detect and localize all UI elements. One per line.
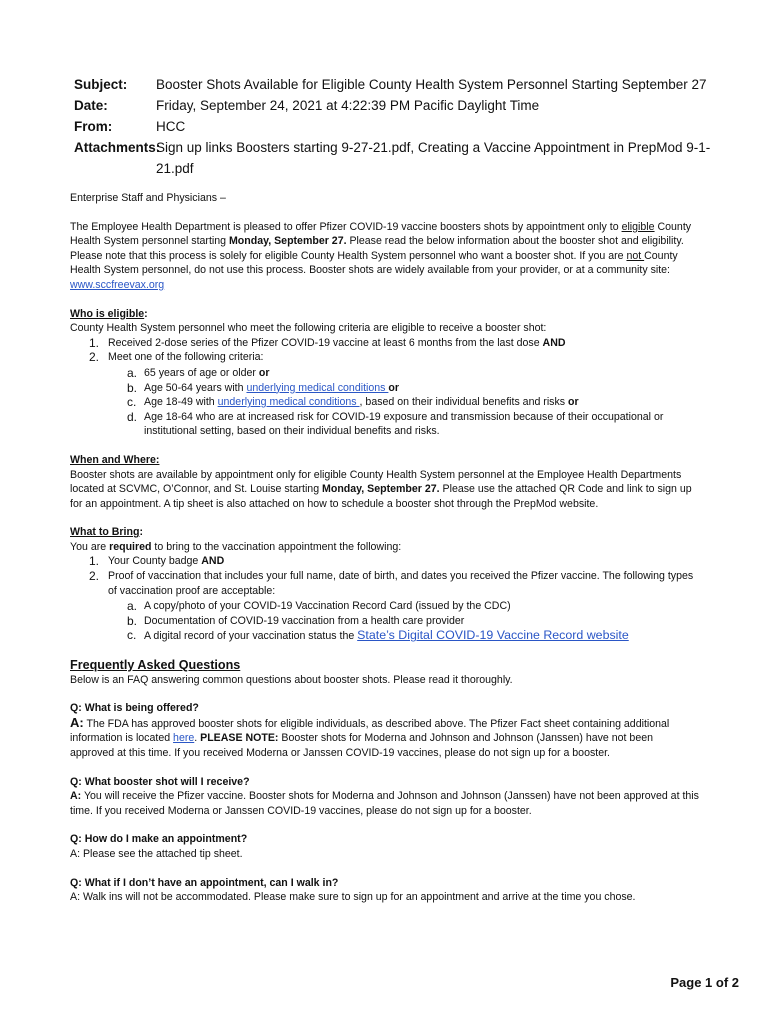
list-number: 2. [89,569,100,584]
list-item-and: AND [201,555,225,568]
list-item [70,554,700,569]
list-item [70,366,700,381]
attachments-label: Attachments: [74,140,161,155]
who-eligible-heading-text: Who is eligible [70,307,145,320]
list-item-text: Meet one of the following criteria: [108,351,264,364]
intro-text-1: The Employee Health Department is pleased to offer Pfizer COVID-19 vaccine boosters shots by appointment only to [70,220,622,233]
intro-paragraph [70,220,700,293]
answer-text: You will receive the Pfizer vaccine. Booster shots for Moderna and Johnson and Johnson (Janssen) have not been approved at this time. If you received Moderna or Janssen COVID-19 vaccines, please do not sign up for a booster. [70,790,699,817]
answer-label: A: [70,790,82,803]
list-item [70,410,700,439]
when-where-heading [70,453,700,468]
faq-question-1: Q: What is being offered? [70,702,199,715]
list-item-text: Your County badge [108,555,202,568]
intro-text-5: Please read the below information about the booster shot and eligibility. Please note that this process is solely for eligible County Health System personnel who want a booster shot. If you are [70,235,684,262]
eligibility-list [70,336,700,365]
list-item-text: Age 18-64 who are at increased risk for COVID-19 exposure and transmission because of their occupational or institutional setting, based on their individual benefits and risks. [144,410,664,438]
faq-answer-1 [70,716,700,761]
what-to-bring-heading-text: What to Bring [70,526,140,539]
underlying-conditions-link[interactable]: underlying medical conditions [217,396,360,409]
list-item [70,628,700,644]
date-row [74,95,714,116]
subject-value: Booster Shots Available for Eligible County Health System Personnel Starting September 27 [156,77,707,92]
list-item-or: or [388,381,399,394]
list-number: 2. [89,350,100,365]
list-item-text: A digital record of your vaccination status the [144,630,358,643]
pfizer-fact-sheet-link[interactable]: here [173,732,195,745]
who-eligible-lead: County Health System personnel who meet the following criteria are eligible to receive a booster shot: [70,322,547,335]
list-item-text: 65 years of age or older [144,366,259,379]
faq-answer-3: A: Please see the attached tip sheet. [70,847,243,860]
faq-question-2: Q: What booster shot will I receive? [70,775,250,788]
list-item-text: Documentation of COVID-19 vaccination from a health care provider [144,614,465,627]
answer-label: A: [70,714,84,730]
intro-text-7: County Health System personnel, do not use this process. Booster shots are widely available from your provider, or at a community site: [70,249,678,277]
list-letter: d. [127,409,138,424]
attachments-value[interactable]: Sign up links Boosters starting 9-27-21.pdf, Creating a Vaccine Appointment in PrepMod 9-1-21.pdf [156,140,711,176]
where-start-date: Monday, September 27. [322,483,440,496]
faq-question-3: Q: How do I make an appointment? [70,833,248,846]
intro-not-underlined: not [626,249,645,262]
email-header [74,74,714,179]
list-item [70,350,700,365]
intro-start-date: Monday, September 27. [228,235,347,248]
underlying-conditions-link[interactable]: underlying medical conditions [246,381,389,394]
list-item-text: , based on their individual benefits and risks [359,396,569,409]
list-letter: a. [127,365,138,380]
sccfreevax-link[interactable]: www.sccfreevax.org [70,278,165,291]
intro-text-3: County Health System personnel starting [70,220,692,248]
who-eligible-colon: : [144,307,148,320]
what-to-bring-lead [70,540,700,555]
please-note-label: PLEASE NOTE: [200,732,279,745]
faq-question-4: Q: What if I don’t have an appointment, can I walk in? [70,876,339,889]
what-to-bring-colon: : [139,526,143,539]
faq-answer-2 [70,789,700,818]
page-number: Page 1 of 2 [670,975,739,990]
when-where-paragraph [70,468,700,512]
who-eligible-heading [70,307,700,322]
list-item-text: Age 50-64 years with [144,381,247,394]
subject-row [74,74,714,95]
criteria-sublist [70,366,700,439]
list-item [70,395,700,410]
intro-eligible-underlined: eligible [621,220,655,233]
list-item [70,614,700,629]
subject-label: Subject: [74,77,128,92]
list-item [70,336,700,351]
list-item-text: Proof of vaccination that includes your full name, date of birth, and dates you received the Pfizer vaccine. The following types of vaccination proof are acceptable: [108,570,694,597]
greeting: Enterprise Staff and Physicians – [70,192,226,204]
state-digital-record-link[interactable]: State’s Digital COVID-19 Vaccine Record website [357,628,629,643]
list-item [70,381,700,396]
list-letter: a. [127,599,138,614]
when-where-heading-text: When and Where: [70,453,160,466]
from-label: From: [74,119,113,134]
email-body [70,191,700,905]
bring-text-3: to bring to the vaccination appointment the following: [151,540,402,553]
list-item-or: or [568,396,579,409]
list-number: 1. [89,335,100,350]
list-letter: c. [127,395,137,410]
faq-title: Frequently Asked Questions [70,658,241,673]
list-number: 1. [89,554,100,569]
list-item [70,599,700,614]
list-letter: b. [127,380,138,395]
what-to-bring-heading [70,525,700,540]
list-item-text: A copy/photo of your COVID-19 Vaccination Record Card (issued by the CDC) [144,600,511,613]
faq-answer-4: A: Walk ins will not be accommodated. Please make sure to sign up for an appointment and arrive at the time you chose. [70,891,636,904]
answer-text: Booster shots for Moderna and Johnson and Johnson (Janssen) have not been approved at this time. If you received Moderna or Janssen COVID-19 vaccines, please do not sign up for a booster. [70,732,653,759]
list-item-text: Age 18-49 with [144,396,218,409]
attachments-row [74,137,714,179]
bring-required: required [109,540,152,553]
from-row [74,116,714,137]
bring-text-1: You are [70,540,110,553]
proof-sublist [70,599,700,644]
where-text-3: Please use the attached QR Code and link to sign up for an appointment. A tip sheet is also attached on how to schedule a booster shot through the PrepMod website. [70,483,692,510]
faq-intro: Below is an FAQ answering common questions about booster shots. Please read it thoroughly. [70,673,513,686]
where-text-1: Booster shots are available by appointment only for eligible County Health System personnel at the Employee Health Departments located at SCVMC, O’Connor, and St. Louise starting [70,468,682,496]
answer-text: . [194,732,201,745]
list-item [70,569,700,598]
list-item-text: Received 2-dose series of the Pfizer COVID-19 vaccine at least 6 months from the last dose [108,336,543,349]
date-label: Date: [74,98,108,113]
list-item-and: AND [542,336,566,349]
list-item-or: or [258,366,270,379]
answer-text: The FDA has approved booster shots for eligible individuals, as described above. The Pfizer Fact sheet containing additional information is located [70,717,670,745]
date-value: Friday, September 24, 2021 at 4:22:39 PM Pacific Daylight Time [156,98,540,113]
bring-list [70,554,700,598]
list-letter: b. [127,613,138,628]
from-value: HCC [156,119,186,134]
list-letter: c. [127,628,137,643]
